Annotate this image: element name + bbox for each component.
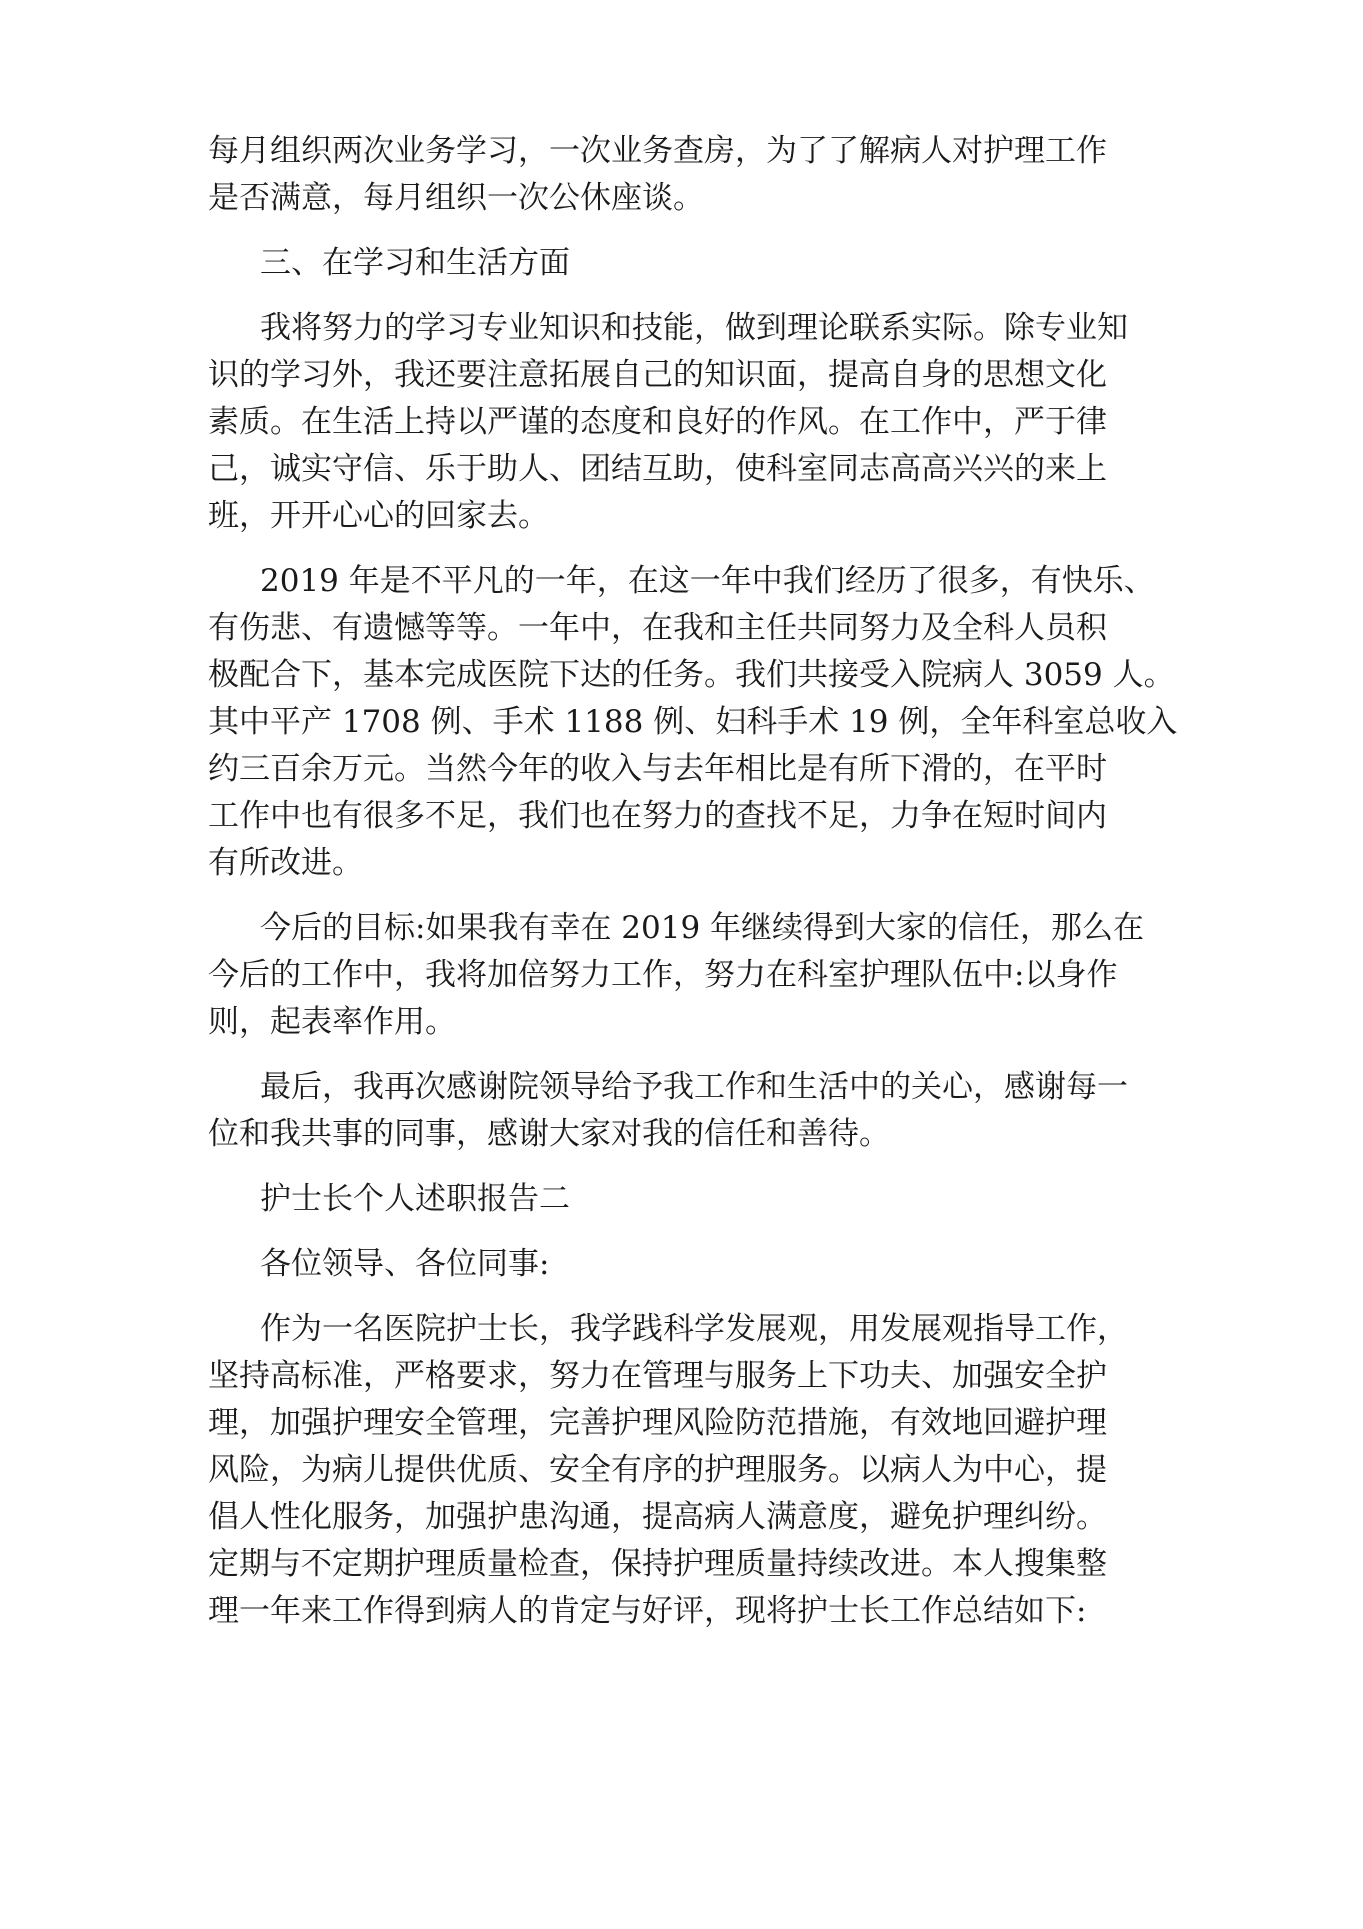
text-line: 素质。在生活上持以严谨的态度和良好的作风。在工作中，严于律 — [208, 404, 1107, 440]
text-line: 理，加强护理安全管理，完善护理风险防范措施，有效地回避护理 — [208, 1405, 1107, 1441]
paragraph — [208, 1241, 1188, 1288]
text-line: 工作中也有很多不足，我们也在努力的查找不足，力争在短时间内 — [208, 798, 1107, 834]
paragraph — [208, 905, 1188, 1046]
text-line: 则，起表率作用。 — [208, 1004, 456, 1040]
text-line: 每月组织两次业务学习，一次业务查房，为了了解病人对护理工作 — [208, 133, 1107, 169]
text-line: 最后，我再次感谢院领导给予我工作和生活中的关心，感谢每一 — [260, 1069, 1128, 1105]
text-line: 其中平产 1708 例、手术 1188 例、妇科手术 19 例，全年科室总收入 — [208, 704, 1178, 740]
paragraph — [208, 240, 1188, 287]
text-line: 护士长个人述职报告二 — [260, 1181, 570, 1217]
text-line: 各位领导、各位同事: — [260, 1246, 550, 1282]
text-line: 有伤悲、有遗憾等等。一年中，在我和主任共同努力及全科人员积 — [208, 610, 1107, 646]
document-body — [208, 128, 1188, 1653]
paragraph — [208, 558, 1188, 887]
text-line: 今后的目标:如果我有幸在 2019 年继续得到大家的信任，那么在 — [260, 910, 1145, 946]
text-line: 极配合下，基本完成医院下达的任务。我们共接受入院病人 3059 人。 — [208, 657, 1175, 693]
text-line: 作为一名医院护士长，我学践科学发展观，用发展观指导工作， — [260, 1311, 1128, 1347]
text-line: 己，诚实守信、乐于助人、团结互助，使科室同志高高兴兴的来上 — [208, 451, 1107, 487]
text-line: 定期与不定期护理质量检查，保持护理质量持续改进。本人搜集整 — [208, 1546, 1107, 1582]
text-line: 2019 年是不平凡的一年，在这一年中我们经历了很多，有快乐、 — [260, 563, 1155, 599]
text-line: 我将努力的学习专业知识和技能，做到理论联系实际。除专业知 — [260, 310, 1128, 346]
text-line: 是否满意，每月组织一次公休座谈。 — [208, 180, 704, 216]
text-line: 倡人性化服务，加强护患沟通，提高病人满意度，避免护理纠纷。 — [208, 1499, 1107, 1535]
text-line: 位和我共事的同事，感谢大家对我的信任和善待。 — [208, 1116, 890, 1152]
text-line: 坚持高标准，严格要求，努力在管理与服务上下功夫、加强安全护 — [208, 1358, 1107, 1394]
text-line: 三、在学习和生活方面 — [260, 245, 570, 281]
paragraph — [208, 1176, 1188, 1223]
text-line: 风险，为病儿提供优质、安全有序的护理服务。以病人为中心，提 — [208, 1452, 1107, 1488]
text-line: 约三百余万元。当然今年的收入与去年相比是有所下滑的，在平时 — [208, 751, 1107, 787]
paragraph — [208, 1064, 1188, 1158]
paragraph — [208, 305, 1188, 540]
text-line: 有所改进。 — [208, 845, 363, 881]
text-line: 今后的工作中，我将加倍努力工作，努力在科室护理队伍中:以身作 — [208, 957, 1118, 993]
text-line: 理一年来工作得到病人的肯定与好评，现将护士长工作总结如下: — [208, 1593, 1087, 1629]
text-line: 班，开开心心的回家去。 — [208, 498, 549, 534]
paragraph — [208, 128, 1188, 222]
text-line: 识的学习外，我还要注意拓展自己的知识面，提高自身的思想文化 — [208, 357, 1107, 393]
paragraph — [208, 1306, 1188, 1635]
